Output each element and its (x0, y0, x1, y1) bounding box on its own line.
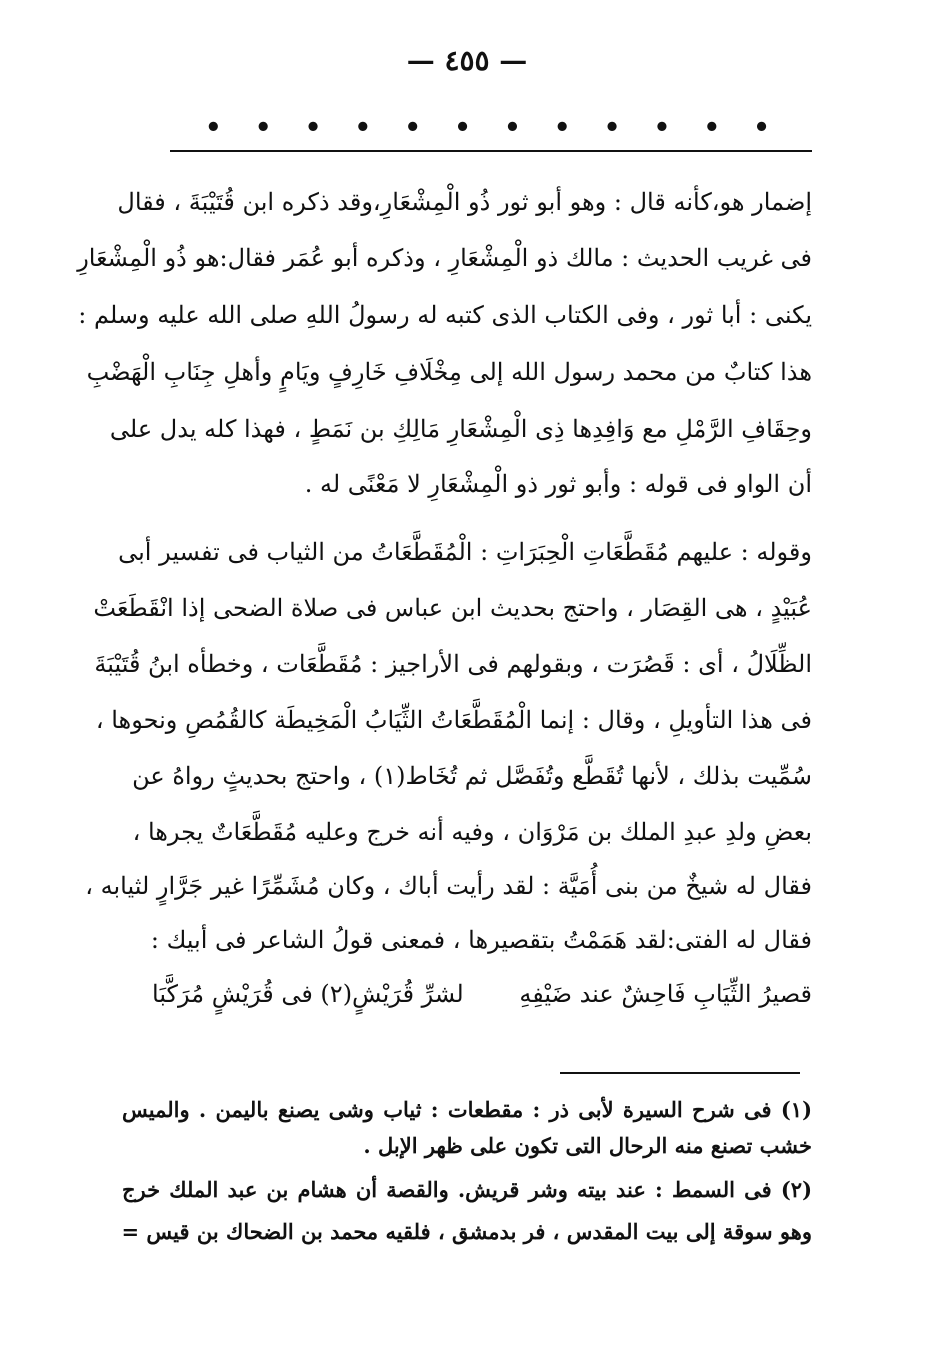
footnote-line: (٢) فى السمط : عند بيته وشر قريش. والقصة أن هشام بن عبد الملك خرج (122, 1177, 812, 1202)
header-rule (170, 150, 812, 152)
footnote-line: خشب تصنع منه الرحال التى تكون على ظهر الإبل . (363, 1133, 812, 1158)
body-line: بعضِ ولدِ عبدِ الملك بن مَرْوَان ، وفيه أنه خرج وعليه مُقَطَّعَاتٌ يجرها ، (132, 818, 812, 846)
ornament-dot: • (454, 113, 471, 143)
body-line: وقوله : عليهم مُقَطَّعَاتِ الْحِبَرَاتِ : الْمُقَطَّعَاتُ من الثياب فى تفسير أبى (118, 538, 812, 566)
verse-first-hemistich: قصيرُ الثِّيَابِ فَاحِشٌ عند ضَيْفِهِ (519, 980, 812, 1008)
verse-second-hemistich: لشرِّ قُرَيْشٍ(٢) فى قُرَيْشٍ مُرَكَّبَا (152, 980, 464, 1008)
ornament-dot: • (254, 113, 272, 143)
ornament-dot: • (404, 113, 421, 143)
body-line: يكنى : أبا ثور ، وفى الكتاب الذى كتبه له رسولُ اللهِ صلى الله عليه وسلم : (78, 301, 812, 329)
body-line: فى غريب الحديث : مالك ذو الْمِشْعَارِ ، وذكره أبو عُمَر فقال:هو ذُو الْمِشْعَارِ (77, 244, 812, 272)
ornament-dot: • (603, 113, 621, 143)
body-line: وحِقَافِ الرَّمْلِ مع وَافِدِها ذِى الْمِشْعَارِ مَالِكِ بن نَمَطٍ ، فهذا كله يدل على (109, 415, 812, 443)
ornament-dot: • (504, 113, 521, 143)
body-line: إضمار هو،كأنه قال : وهو أبو ثور ذُو الْمِشْعَارِ،وقد ذكره ابن قُتَيْبَةَ ، فقال (117, 188, 812, 216)
body-line: أن الواو فى قوله : وأبو ثور ذو الْمِشْعَارِ لا مَعْنًى له . (304, 470, 812, 498)
body-line: فى هذا التأويلِ ، وقال : إنما الْمُقَطَّعَاتُ الثِّيَابُ الْمَخِيطَة كالقُمُصِ ونحوها ، (95, 706, 812, 734)
ornament-dot: • (553, 113, 571, 143)
footnote-line: (١) فى شرح السيرة لأبى ذر : مقطعات : ثياب وشى يصنع باليمن . والميس (122, 1097, 812, 1122)
body-line: هذا كتابٌ من محمد رسول الله إلى مِخْلَافِ خَارِفٍ ويَامٍ وأهلِ جِنَابِ الْهَضْبِ (86, 358, 812, 386)
footnote-line: وهو سوقة إلى بيت المقدس ، فر بدمشق ، فلقيه محمد بن الضحاك بن قيس = (121, 1219, 812, 1244)
body-line: فقال له الفتى:لقد هَمَمْتُ بتقصيرها ، فمعنى قولُ الشاعر فى أبيك : (150, 926, 812, 954)
ornament-dot: • (653, 113, 671, 143)
ornament-dot: • (205, 113, 222, 143)
body-line: عُبَيْدٍ ، هى القِصَار ، واحتج بحديث ابن عباس فى صلاة الضحى إذا انْقَطَعَتْ (93, 594, 812, 622)
page-number: — ٤٥٥ — (406, 44, 528, 77)
body-line: سُمِّيت بذلك ، لأنها تُقَطَّع وتُفَصَّل ثم تُخَاط(١) ، واحتج بحديثٍ رواهُ عن (132, 762, 812, 790)
ornament-dot: • (703, 113, 721, 143)
ornament-dot: • (304, 113, 322, 143)
ornament-dot: • (354, 113, 372, 143)
ornament-dot: • (753, 113, 770, 143)
poetry-verse (152, 974, 812, 1014)
body-line: فقال له شيخٌ من بنى أُمَيَّة : لقد رأيت أباك ، وكان مُشَمِّرًا غير جَرَّارٍ لثيابه ، (85, 872, 812, 900)
footnote-rule (560, 1072, 800, 1074)
ornament-dots (205, 113, 770, 143)
body-line: الظِّلَالُ ، أى : قَصُرَت ، وبقولهم فى الأراجيز : مُقَطَّعَات ، وخطأه ابنُ قُتَيْبَةَ (94, 650, 812, 678)
